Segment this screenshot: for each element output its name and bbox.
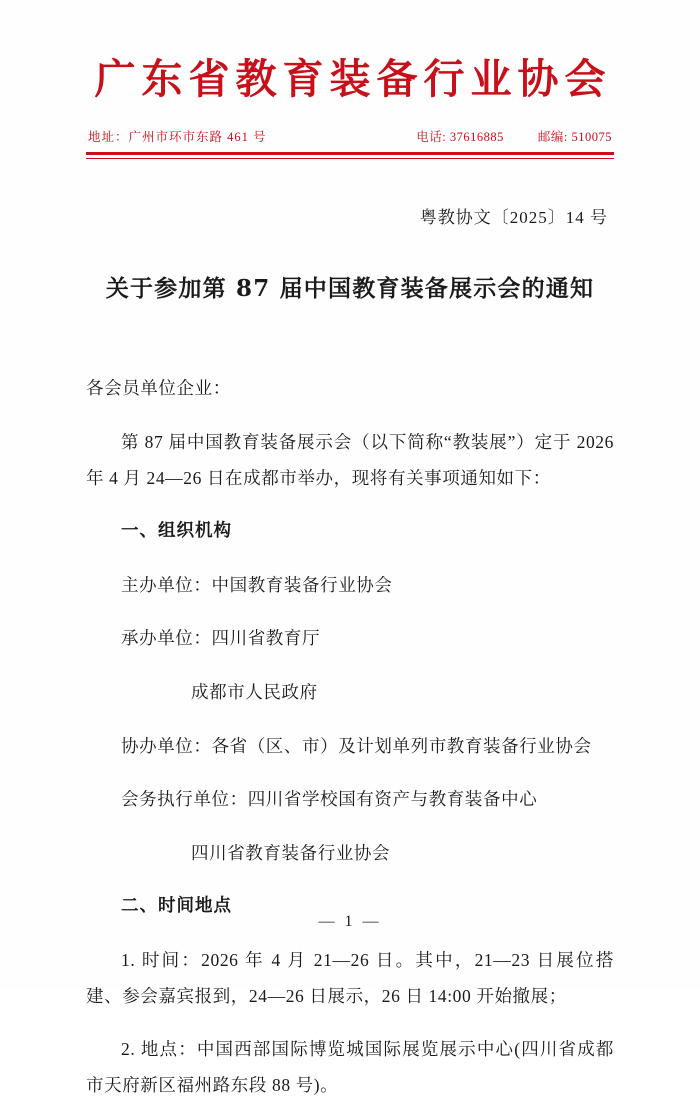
section-heading-1: 一、组织机构 [121, 521, 232, 542]
document-body [86, 370, 614, 1103]
org-entry-executor-label: 会务执行单位： [121, 789, 248, 810]
page-number: — 1 — [318, 913, 382, 930]
letterhead-rule-thick [86, 152, 614, 155]
org-entry-executor-value: 四川省学校国有资产与教育装备中心 [247, 789, 538, 810]
letterhead [86, 0, 614, 159]
postcode-label: 邮编: 510075 [537, 130, 612, 145]
letterhead-contact-row [86, 127, 614, 145]
org-entry-executor-continuation: 四川省教育装备行业协会 [191, 842, 391, 863]
organization-title: 广东省教育装备行业协会 [94, 55, 612, 103]
org-entry-host-value: 中国教育装备行业协会 [211, 574, 393, 595]
org-entry-organizer-continuation: 成都市人民政府 [191, 682, 318, 703]
section-2-paragraph-place: 2. 地点：中国西部国际博览城国际展览展示中心(四川省成都市天府新区福州路东段 88 号)。 [86, 1039, 614, 1096]
document-title: 关于参加第 87 届中国教育装备展示会的通知 [105, 274, 595, 302]
org-entry-host-label: 主办单位： [121, 574, 212, 595]
contact-right-group [416, 127, 612, 145]
section-heading-2: 二、时间地点 [121, 896, 232, 917]
section-2-paragraph-time: 1. 时间：2026 年 4 月 21—26 日。其中，21—23 日展位搭建、参会嘉宾报到，24—26 日展示，26 日 14:00 开始撤展； [86, 949, 614, 1006]
org-entry-executor [86, 781, 614, 817]
salutation: 各会员单位企业： [86, 378, 231, 399]
document-number: 粤教协文〔2025〕14 号 [419, 207, 608, 227]
intro-paragraph: 第 87 届中国教育装备展示会（以下简称“教装展”）定于 2026 年 4 月 24—26 日在成都市举办，现将有关事项通知如下： [86, 431, 614, 488]
org-entry-organizer-value: 四川省教育厅 [211, 628, 321, 649]
org-entry-coorganizer [86, 728, 614, 764]
org-entry-host [86, 567, 614, 603]
org-entry-coorganizer-value: 各省（区、市）及计划单列市教育装备行业协会 [211, 735, 592, 756]
org-entry-organizer [86, 620, 614, 656]
address-label: 地址：广州市环市东路 461 号 [88, 130, 267, 145]
org-entry-coorganizer-label: 协办单位： [121, 735, 212, 756]
org-entry-organizer-label: 承办单位： [121, 628, 212, 649]
letterhead-rule-thin [86, 158, 614, 159]
phone-label: 电话: 37616885 [416, 130, 504, 145]
